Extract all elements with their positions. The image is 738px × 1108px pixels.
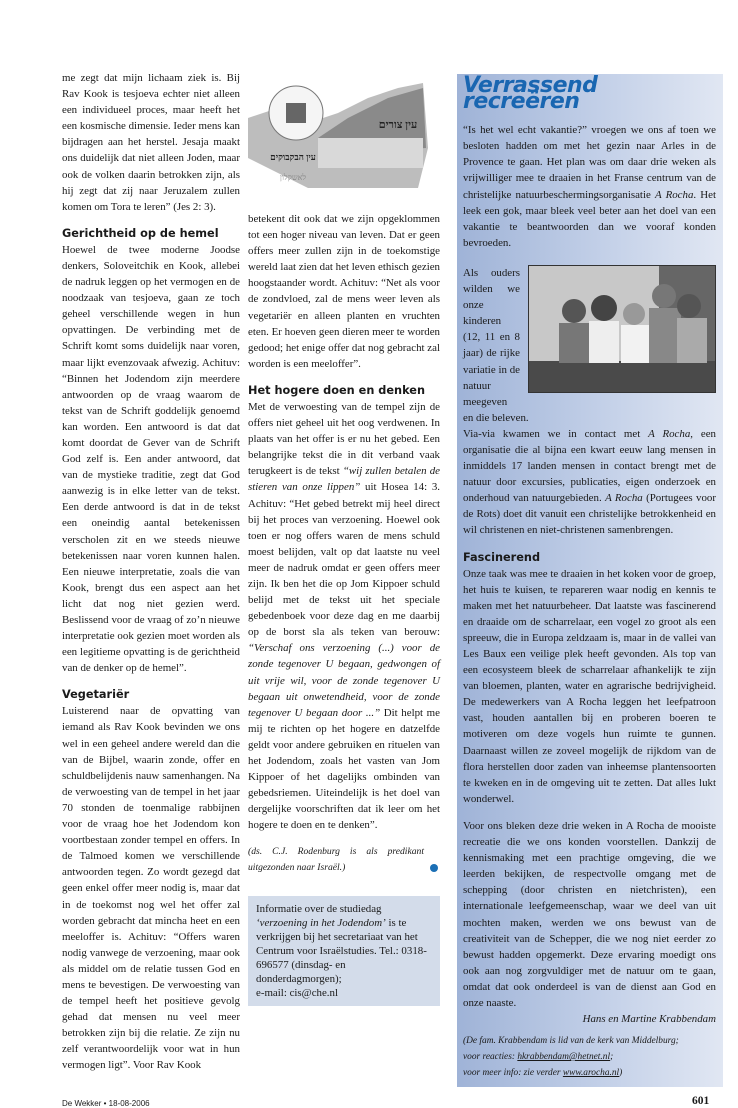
section-heading: Vegetariër bbox=[62, 688, 130, 702]
paragraph bbox=[248, 399, 440, 834]
note-text: ; bbox=[610, 1052, 614, 1063]
paragraph: Als ouders wilden we onze kinderen (12, 11 en 8 jaar) de rijke variatie in de natuur meegeven en die beleven. bbox=[463, 266, 529, 424]
paragraph: Hoewel de twee moderne Joodse denkers, Soloveitchik en Kook, allebei de nadruk leggen op het vermogen en de noodzaak van tesjoeva, gaan ze toch geheel verschillende wegen in hun opvattingen. De verbinding met de Schrift komt soms duidelijk naar voren, maar lijkt evenzovaak afwezig. Achituv: “Binnen het Jodendom zijn meerdere antwoorden op de vraag waarom de tekst van de Schrift goddelijk genoemd kan worden. Een antwoord is dat dat komt doordat de Gever van de Schrift God zelf is. Een ander antwoord, dat van de mystieke traditie, zegt dat God aanwezig is in elke letter van de tekst. Een derde antwoord is dat in de tekst een oneindig aantal betekenissen verscholen zit en we steeds nieuwe betekenissen naar voren kunnen halen. Een nieuwe interpretatie, zoals die van Kook, brengt dus een aspect aan het licht dat nog niet gezien werd. Beslissend voor de vraag of zo’n nieuwe interpretatie ook gezien moet worden als een legitieme opvatting is de gerichtheid van de denker op de hemel”. bbox=[62, 243, 240, 675]
paragraph: Voor ons bleken deze drie weken in A Rocha de mooiste recreatie die we ons konden voorstellen. Dankzij de kennismaking met een prachtige omgeving, die we leerden bekijken, de respectvolle omgang met de schepping (door christen en nietchristen), een internationale leefgemeenschap, waar we deel van uit mochten maken, werden we ons bewust van de creativiteit van de Schepper, die we nog niet eerder zo bewust hadden opgemerkt. Deze ervaring moedigt ons ook aan nog zorgvuldiger met de natuur om te gaan, omdat dat ook onderdeel is van de dienst aan God en onze naaste. bbox=[463, 819, 716, 1009]
paragraph bbox=[463, 122, 716, 251]
section-heading: Gerichtheid op de hemel bbox=[62, 226, 219, 240]
publication-footer: De Wekker • 18-08-2006 bbox=[62, 1099, 150, 1108]
signature: Hans en Martine Krabbendam bbox=[582, 1013, 716, 1026]
logo-text: לאשקלון bbox=[279, 173, 307, 182]
article-column-2 bbox=[248, 211, 440, 876]
sidebar-article bbox=[457, 74, 723, 1087]
website-link[interactable]: www.arocha.nl bbox=[562, 1068, 620, 1079]
text: uit Hosea 14: 3. Achituv: “Het gebed betrekt mij heel direct bij het proces van verzoening. Hoewel ook toen er nog offers waren de mens schuld moest belijden, valt op dat laatste nu veel meer de nadruk omdat er geen offers meer zijn. Ik ben het die op Jom Kippoer schuld belijd met de tekst uit het speciale gebedenboek voor deze dag en me daarbij op de borst sla als teken van berouw: bbox=[248, 481, 440, 639]
quote: “Verschaf ons verzoening (...) voor de zonde tegenover U begaan, gedwongen of uit vrije wil, voor de zonde tegenover U begaan uit onwetendheid, voor de zonde tegenover U begaan door ...” bbox=[248, 642, 440, 719]
note-text: (ds. C.J. Rodenburg is als predikant uitgezonden naar Israël.) bbox=[248, 846, 424, 874]
paragraph bbox=[463, 426, 716, 539]
note-text: voor reacties: bbox=[463, 1052, 518, 1063]
info-text: is te verkrijgen bij het secretariaat van het Centrum voor Israëlstudies. Tel.: 0318-696577 (dinsdag- en donderdagmorgen); bbox=[256, 917, 427, 986]
text: “Is het wel echt vakantie?” vroegen we ons af toen we besloten hadden om met het gezin naar Arles in de Provence te gaan. Het plan was om daar drie weken als vrijwilliger mee te draaien in het Franse centrum van de christelijke natuurbeschermingsorganisatie bbox=[463, 124, 716, 201]
org-name: A Rocha bbox=[648, 427, 691, 440]
section-heading: Fascinerend bbox=[463, 550, 541, 564]
info-title: ‘verzoening in het Jodendom’ bbox=[256, 917, 386, 930]
text: (Portugees voor de Rots) doet dit vanuit een christelijke betrokkenheid en wil christenen en niet-christenen samenbrengen. bbox=[463, 492, 716, 537]
sidebar-title: Verrassend recreëren bbox=[463, 73, 598, 115]
paragraph: me zegt dat mijn lichaam ziek is. Bij Rav Kook is tesjoeva echter niet alleen een individueel proces, maar heeft het een kosmische dimensie. Ieder mens kan bijdragen aan het herstel. Jesaja maakt ons duidelijk dat niet alleen Joden, maar ook de volken daarin betrokken zijn, als hij zegt dat zij naar Jeruzalem zullen komen om Tora te leren” (Jes 2: 3). bbox=[62, 72, 240, 213]
text: . Het leek een gok, maar bleek veel beter aan het doel van een vakantie te beantwoorden dan we vooraf konden bevroeden. bbox=[463, 188, 716, 249]
paragraph: betekent dit ook dat we zijn opgeklommen tot een hoger niveau van leven. Dat er geen offers meer zullen zijn in de toekomstige wereld laat zien dat het leven ethisch gezien hoogstaander wordt. Achituv: “Net als voor de zondvloed, zal de mens weer leven als vegetariër en alleen planten en vruchten eten. Er hoeven geen dieren meer te worden gedood; het enige offer dat nog gebracht zal worden is een meeloffer”. bbox=[248, 213, 441, 370]
section-heading: Het hogere doen en denken bbox=[248, 383, 425, 397]
info-text: Informatie over de studiedag bbox=[256, 903, 382, 916]
article-column-1 bbox=[62, 70, 240, 1074]
logo-text: עין הבקבוקים bbox=[270, 152, 316, 162]
text: Via-via kwamen we in contact met bbox=[463, 427, 649, 440]
logo-text: עין צורים bbox=[378, 119, 418, 131]
quote: “wij zullen betalen de stieren van onze lippen” bbox=[248, 465, 440, 494]
page-number: 601 bbox=[692, 1095, 710, 1108]
text: Dit helpt me mij te richten op het hogere en datzelfde geldt voor andere gebruiken en rituelen van het Jodendom, zoals het vasten van Jom Kippoer of het dagelijks ombinden van gebedsriemen. Uiteindelijk is het doel van dergelijke voorschriften dat ik leer om het hogere te doen en te denken”. bbox=[248, 706, 440, 832]
email-link[interactable]: hkrabbendam@hetnet.nl bbox=[517, 1052, 611, 1063]
info-box bbox=[248, 896, 440, 1006]
author-note bbox=[248, 844, 440, 876]
article-column-2-wrapper bbox=[248, 211, 440, 1006]
org-name: A Rocha bbox=[605, 492, 643, 505]
ein-tzurim-image bbox=[248, 78, 433, 190]
note-text: ) bbox=[619, 1068, 623, 1079]
info-email[interactable]: e-mail: cis@che.nl bbox=[256, 987, 338, 1000]
text: Met de verwoesting van de tempel zijn de offers niet geheel uit het oog verdwenen. In plaats van het offer is er nu het gebed. Een belangrijke tekst die in dit verband vaak terugkeert is de tekst bbox=[248, 400, 440, 478]
text: , een organisatie die al bijna een kwart eeuw lang mensen in inmiddels 17 landen mensen in contact brengt met de natuur door excursies, publicaties, eigen onderzoek en onderhoud van natuurgebieden. bbox=[463, 427, 716, 505]
end-mark-icon bbox=[430, 864, 438, 872]
note-text: (De fam. Krabbendam is lid van de kerk van Middelburg; bbox=[463, 1036, 679, 1047]
org-name: A Rocha bbox=[654, 188, 694, 201]
paragraph: Onze taak was mee te draaien in het koken voor de groep, het huis te kuisen, te repareren waar nodig en kennis te maken met het natuurbeheer. Dat laatste was fascinerend en draaide om de scharrelaar, een vogel zo groot als een spreeuw, die in Europa zeldzaam is, maar in de vallei van Les Baux een veilige plek heeft gevonden. Als top van een ecosysteem bleek de scharrelaar afhankelijk te zijn van bloemen, planten, water en agrarische bedrijvigheid. De medewerkers van A Rocha leggen het leefpatroon vast, houden aantallen bij en proberen boeren te motiveren om deze vogels hun ruimte te gunnen. Daarnaast willen ze zoveel mogelijk de rijkdom van de flora herstellen door zaden van inheemse plantensoorten te kweken en in de omgeving uit te zetten. Dat alles lukt wonderwel. bbox=[463, 567, 716, 805]
family-photo bbox=[528, 265, 716, 393]
note-text: voor meer info: zie verder bbox=[463, 1068, 563, 1079]
paragraph: Luisterend naar de opvatting van iemand als Rav Kook bevinden we ons wel in een geheel andere wereld dan die van de Bijbel, waarin zonde, offer en schuldbelijdenis nauw samenhangen. Na de verwoesting van de tempel in het jaar 70 stonden de toenmalige rabbijnen voor de vraag hoe het Jodendom kon voortbestaan zonder tempel en offers. In de Talmoed komen we verschillende antwoorden tegen. Zo wordt gezegd dat geen enkel offer meer nodig is, maar dat in de toekomst nog wel het offer zal worden gebracht dat mincha heet en een meeloffer is. Achituv: “Offers waren nodig vanwege de verzoening, maar ook als middel om de relatie tussen God en mens te bevestigen. De verwoesting van de tempel heeft het positieve gevolg gehad dat mensen nu veel meer betrokken zijn bij die relatie. Ze zijn nu zelf verantwoordelijk voor wat in hun vermogen ligt”. Voor Rav Kook bbox=[62, 705, 240, 1072]
footnote bbox=[463, 1033, 716, 1081]
